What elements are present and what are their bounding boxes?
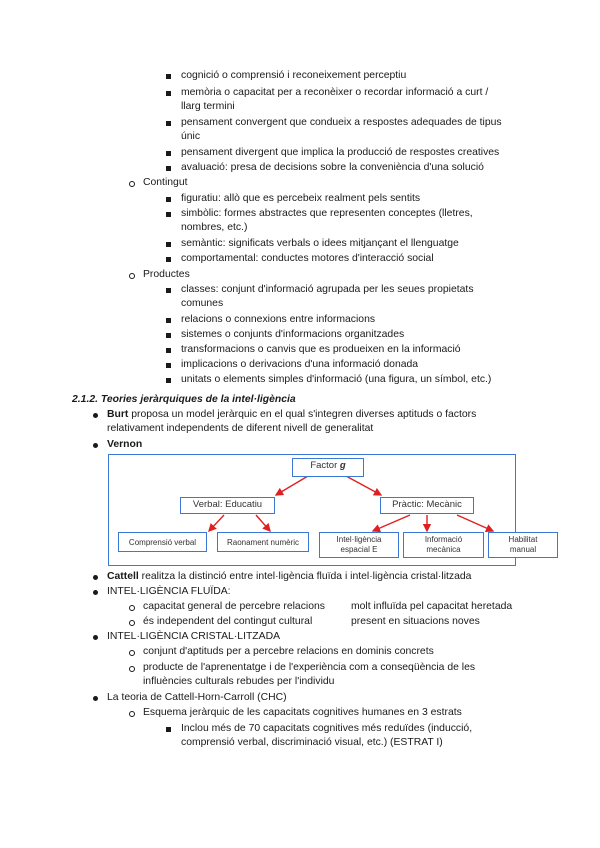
arrow-right-leaf3 — [373, 515, 410, 531]
list-item: relacions o connexions entre informacions — [181, 314, 376, 325]
chc-item: Esquema jeràrquic de les capacitats cognitives humanes en 3 estrats — [143, 707, 462, 718]
list-item: figuratiu: allò que es percebeix realment pels sentits — [181, 193, 421, 204]
cattell-name: Cattell — [107, 571, 139, 582]
list-item: implicacions o derivacions d'una informació donada — [181, 359, 419, 370]
arrow-left-leaf2 — [256, 515, 270, 531]
arrow-top-right — [346, 476, 381, 495]
burt-name: Burt — [107, 409, 129, 420]
leaf-informacio-mecanica — [403, 532, 484, 558]
leaf-label: Comprensió verbal — [128, 538, 197, 547]
leaf-intel-espacial — [319, 532, 399, 558]
disc-bullet — [93, 696, 98, 701]
list-item: classes: conjunt d'informació agrupada per les seues propietats — [181, 284, 474, 295]
square-bullet — [166, 727, 171, 732]
disc-bullet — [93, 635, 98, 640]
fluida-item-left: és independent del contingut cultural — [143, 616, 313, 627]
practic-mecanic-box — [380, 497, 474, 514]
list-item-continuation: únic — [181, 131, 201, 142]
arrow-left-leaf1 — [209, 515, 224, 531]
arrow-right-leaf5 — [457, 515, 493, 531]
factor-g-box — [292, 458, 364, 477]
burt-continuation: relativament independents de diferent nivell de generalitat — [107, 423, 374, 434]
fluida-item-right: molt influïda pel capacitat heretada — [351, 601, 513, 612]
circle-bullet — [129, 605, 135, 611]
burt-text: proposa un model jeràrquic en el qual s'integren diverses aptituds o factors — [128, 409, 477, 420]
leaf-raonament-numeric — [217, 532, 309, 552]
list-item: memòria o capacitat per a reconèixer o recordar informació a curt / — [181, 87, 489, 98]
list-item-continuation: llarg termini — [181, 101, 235, 112]
section-title: Teories jeràrquiques de la intel·ligència — [100, 394, 296, 405]
list-item: comportamental: conductes motores d'interacció social — [181, 253, 434, 264]
chc-detail-continuation: comprensió verbal, discriminació visual, etc.) (ESTRAT I) — [181, 737, 443, 748]
leaf-label-line1: Intel·ligència — [336, 535, 382, 544]
list-item-continuation: nombres, etc.) — [181, 222, 248, 233]
chc-detail: Inclou més de 70 capacitats cognitives més reduïdes (inducció, — [181, 723, 473, 734]
cattell-paragraph — [107, 570, 471, 584]
list-heading-contingut: Contingut — [143, 177, 188, 188]
chc-heading: La teoria de Cattell-Horn-Carroll (CHC) — [107, 692, 287, 703]
leaf-label-line2: manual — [509, 545, 537, 554]
list-item: pensament divergent que implica la producció de respostes creatives — [181, 147, 500, 158]
disc-bullet — [93, 590, 98, 595]
list-item: simbòlic: formes abstractes que representen conceptes (lletres, — [181, 208, 473, 219]
list-item: semàntic: significats verbals o idees mitjançant el llenguatge — [181, 238, 459, 249]
leaf-label-line1: Informació — [424, 535, 463, 544]
leaf-label: Raonament numèric — [226, 538, 300, 547]
cristal-item: producte de l'aprenentatge i de l'experiència com a conseqüència de les — [143, 662, 476, 673]
section-number: 2.1.2. — [72, 394, 98, 405]
list-item: unitats o elements simples d'informació (una figura, un símbol, etc.) — [181, 374, 492, 385]
factor-symbol: g — [339, 460, 346, 471]
vernon-name: Vernon — [107, 439, 143, 450]
leaf-label-line1: Habilitat — [508, 535, 538, 544]
cattell-text: realitza la distinció entre intel·ligència fluïda i intel·ligència cristal·litzada — [138, 571, 472, 582]
list-heading-productes: Productes — [143, 269, 190, 280]
list-item: pensament convergent que condueix a respostes adequades de tipus — [181, 117, 502, 128]
fluida-heading: INTEL·LIGÈNCIA FLUÏDA: — [107, 586, 231, 597]
cristal-item: conjunt d'aptituds per a percebre relacions en dominis concrets — [143, 646, 434, 657]
disc-bullet — [93, 575, 98, 580]
leaf-habilitat-manual — [488, 532, 558, 558]
circle-bullet — [129, 711, 135, 717]
verbal-educatiu-label: Verbal: Educatiu — [192, 499, 263, 510]
leaf-label-line2: mecànica — [426, 545, 461, 554]
fluida-item-right: present en situacions noves — [351, 616, 480, 627]
list-item: cognició o comprensió i reconeixement perceptiu — [181, 70, 407, 81]
cristal-heading: INTEL·LIGÈNCIA CRISTAL·LITZADA — [107, 631, 281, 642]
circle-bullet — [129, 650, 135, 656]
leaf-label-line2: espacial E — [340, 545, 378, 554]
fluida-item-left: capacitat general de percebre relacions — [143, 601, 325, 612]
factor-label: Factor — [310, 460, 340, 471]
arrow-top-left — [276, 476, 308, 495]
list-item: transformacions o canvis que es produeixen en la informació — [181, 344, 461, 355]
practic-mecanic-label: Pràctic: Mecànic — [392, 499, 462, 510]
circle-bullet — [129, 620, 135, 626]
cristal-item-continuation: influències culturals rebudes per l'individu — [143, 676, 335, 687]
verbal-educatiu-box — [180, 497, 275, 514]
circle-bullet — [129, 666, 135, 672]
list-item: avaluació: presa de decisions sobre la conveniència d'una solució — [181, 162, 484, 173]
leaf-comprensio-verbal — [118, 532, 207, 552]
list-item-continuation: comunes — [181, 298, 224, 309]
list-item: sistemes o conjunts d'informacions organitzades — [181, 329, 405, 340]
